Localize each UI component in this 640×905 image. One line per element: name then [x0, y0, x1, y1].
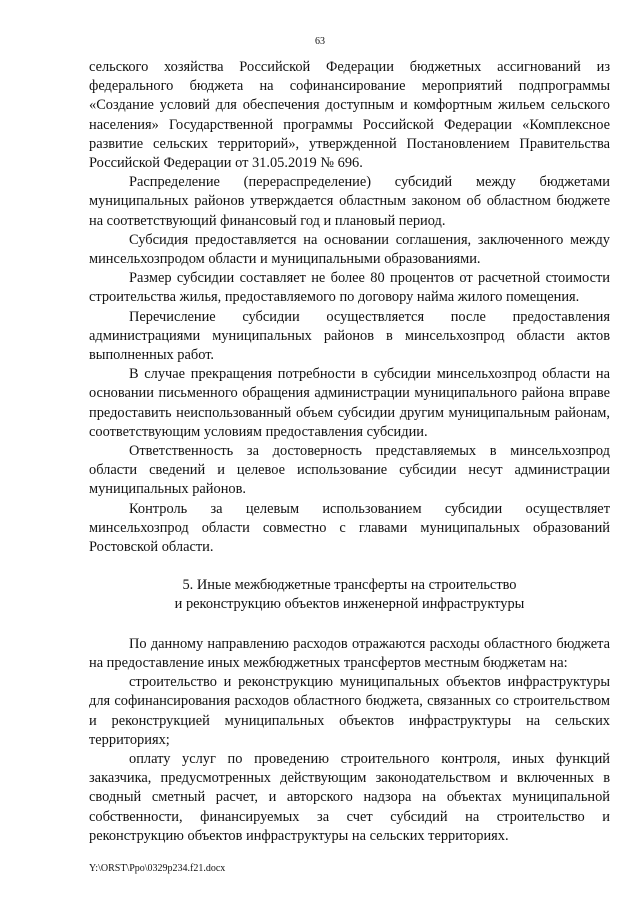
paragraph-termination: В случае прекращения потребности в субсидии минсельхозпрод области на основании письменного обращения администрации муниципального района вправе предоставить неиспользованный объем субсидии другим муниципальным районам, соответствующим условиям предоставления субсидии.	[89, 366, 610, 440]
paragraph-agreement: Субсидия предоставляется на основании соглашения, заключенного между минсельхозпродом области и муниципальными образованиями.	[89, 231, 610, 268]
paragraph-control: Контроль за целевым использованием субсидии осуществляет минсельхозпрод области совместно с главами муниципальных образований Ростовской области.	[89, 500, 610, 556]
paragraph-continuation: сельского хозяйства Российской Федерации бюджетных ассигнований из федерального бюджета на софинансирование мероприятий подпрограммы «Создание условий для обеспечения доступным и комфортным жильем сельского населения» Государственной программы Российской Федерации «Комплексное развитие сельских территорий», утвержденной Постановлением Правительства Российской Федерации от 31.05.2019 № 696.	[89, 59, 610, 172]
paragraph-distribution: Распределение (перераспределение) субсидий между бюджетами муниципальных районов утверждается областным законом об областном бюджете на соответствующий финансовый год и плановый период.	[89, 174, 610, 229]
paragraph-construction: строительство и реконструкцию муниципальных объектов инфраструктуры для софинансирования расходов областного бюджета, связанных со строительством и реконструкцией муниципальных объектов инфраструктуры на сельских территориях;	[89, 674, 610, 748]
paragraph-responsibility: Ответственность за достоверность представляемых в минсельхозпрод области сведений и целевое использование субсидии несут администрации муниципальных районов.	[89, 443, 610, 498]
document-body	[89, 58, 610, 846]
paragraph-services-payment: оплату услуг по проведению строительного контроля, иных функций заказчика, предусмотренных действующим законодательством и включенных в сводный сметный расчет, и авторского надзора на объектах муниципальной собственности, финансируемых за счет субсидий на строительство и реконструкцию объектов инфраструктуры на сельских территориях.	[89, 750, 610, 844]
paragraph-transfer: Перечисление субсидии осуществляется после предоставления администрациями муниципальных районов в минсельхозпрод области актов выполненных работ.	[89, 308, 610, 364]
footer-file-path: Y:\ORST\Ppo\0329p234.f21.docx	[89, 863, 226, 874]
section-heading-line-1: 5. Иные межбюджетные трансферты на строительство	[182, 577, 517, 594]
paragraph-subsidy-size: Размер субсидии составляет не более 80 процентов от расчетной стоимости строительства жилья, предоставляемого по договору найма жилого помещения.	[89, 270, 610, 306]
paragraph-expenses-intro: По данному направлению расходов отражаются расходы областного бюджета на предоставление иных межбюджетных трансфертов местным бюджетам на:	[89, 635, 610, 671]
section-heading-line-2: и реконструкцию объектов инженерной инфраструктуры	[174, 596, 525, 613]
section-heading	[89, 576, 610, 614]
page-number: 63	[315, 36, 325, 47]
